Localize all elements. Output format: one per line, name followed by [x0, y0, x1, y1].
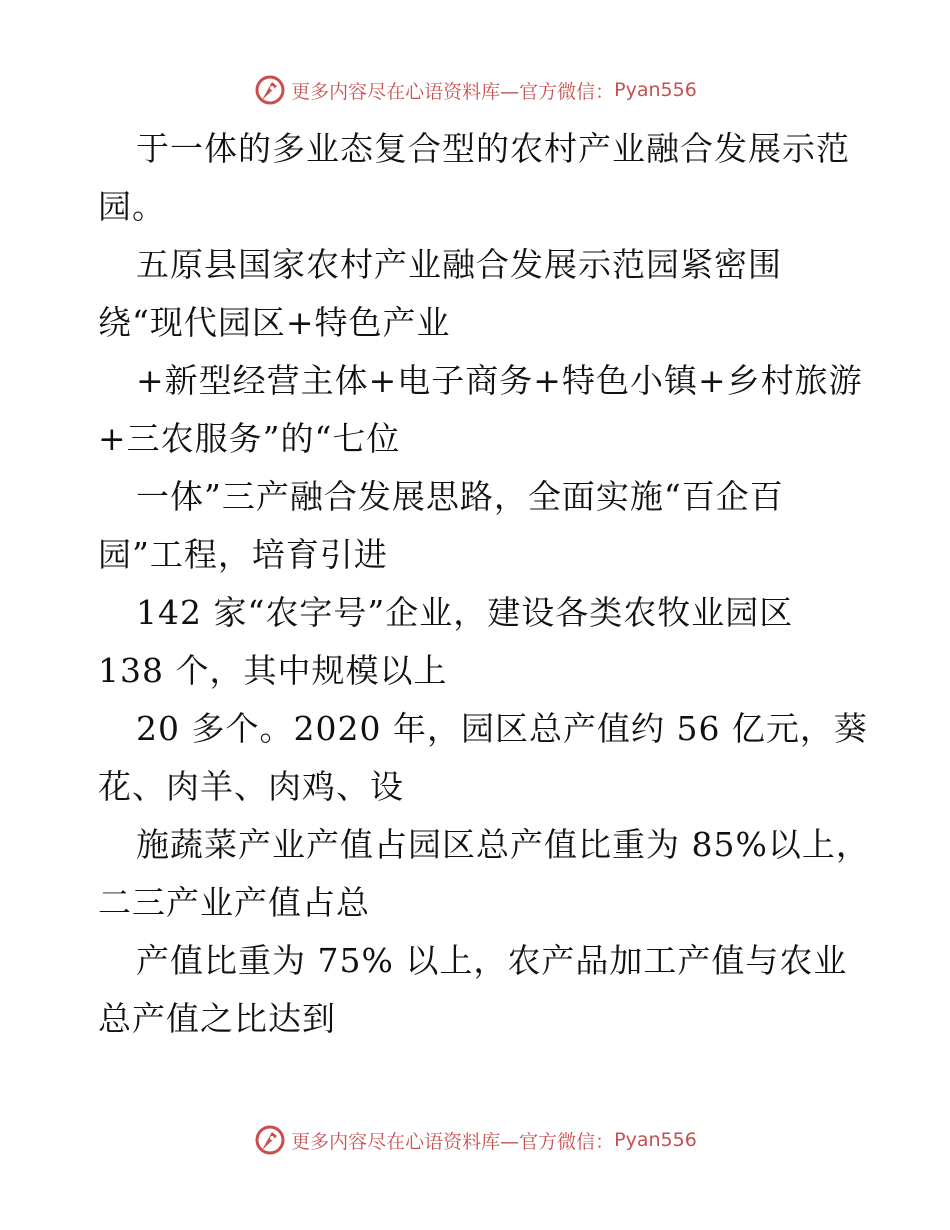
text-line: 二三产业产值占总: [98, 883, 370, 922]
text-line: 总产值之比达到: [98, 999, 336, 1038]
watermark-wechat-id: Pyan556: [614, 79, 697, 101]
pen-nib-circle-icon: [253, 1123, 287, 1157]
header-watermark: [0, 70, 950, 110]
footer-watermark: [0, 1120, 950, 1160]
text-line: 于一体的多业态复合型的农村产业融合发展示范: [136, 129, 850, 168]
watermark-text: 更多内容尽在心语资料库—官方微信：: [291, 1130, 615, 1153]
pen-nib-circle-icon: [253, 73, 287, 107]
text-line: 绕“现代园区+特色产业: [98, 303, 451, 342]
text-line: 142 家“农字号”企业，建设各类农牧业园区: [136, 593, 794, 632]
text-line: 园”工程，培育引进: [98, 535, 388, 574]
text-line: 产值比重为 75% 以上，农产品加工产值与农业: [136, 941, 848, 980]
text-line: 五原县国家农村产业融合发展示范园紧密围: [136, 245, 782, 284]
watermark-text: 更多内容尽在心语资料库—官方微信：: [291, 80, 615, 103]
text-line: 花、肉羊、肉鸡、设: [98, 767, 404, 806]
text-line: 一体”三产融合发展思路，全面实施“百企百: [136, 477, 784, 516]
text-line: 施蔬菜产业产值占园区总产值比重为 85%以上，: [136, 825, 870, 864]
text-line: +三农服务”的“七位: [98, 419, 401, 458]
text-line: +新型经营主体+电子商务+特色小镇+乡村旅游: [136, 361, 863, 400]
watermark-wechat-id: Pyan556: [614, 1129, 697, 1151]
text-line: 园。: [98, 187, 166, 226]
text-line: 20 多个。2020 年，园区总产值约 56 亿元，葵: [136, 709, 868, 748]
document-body: [98, 120, 870, 1048]
text-line: 138 个，其中规模以上: [98, 651, 448, 690]
